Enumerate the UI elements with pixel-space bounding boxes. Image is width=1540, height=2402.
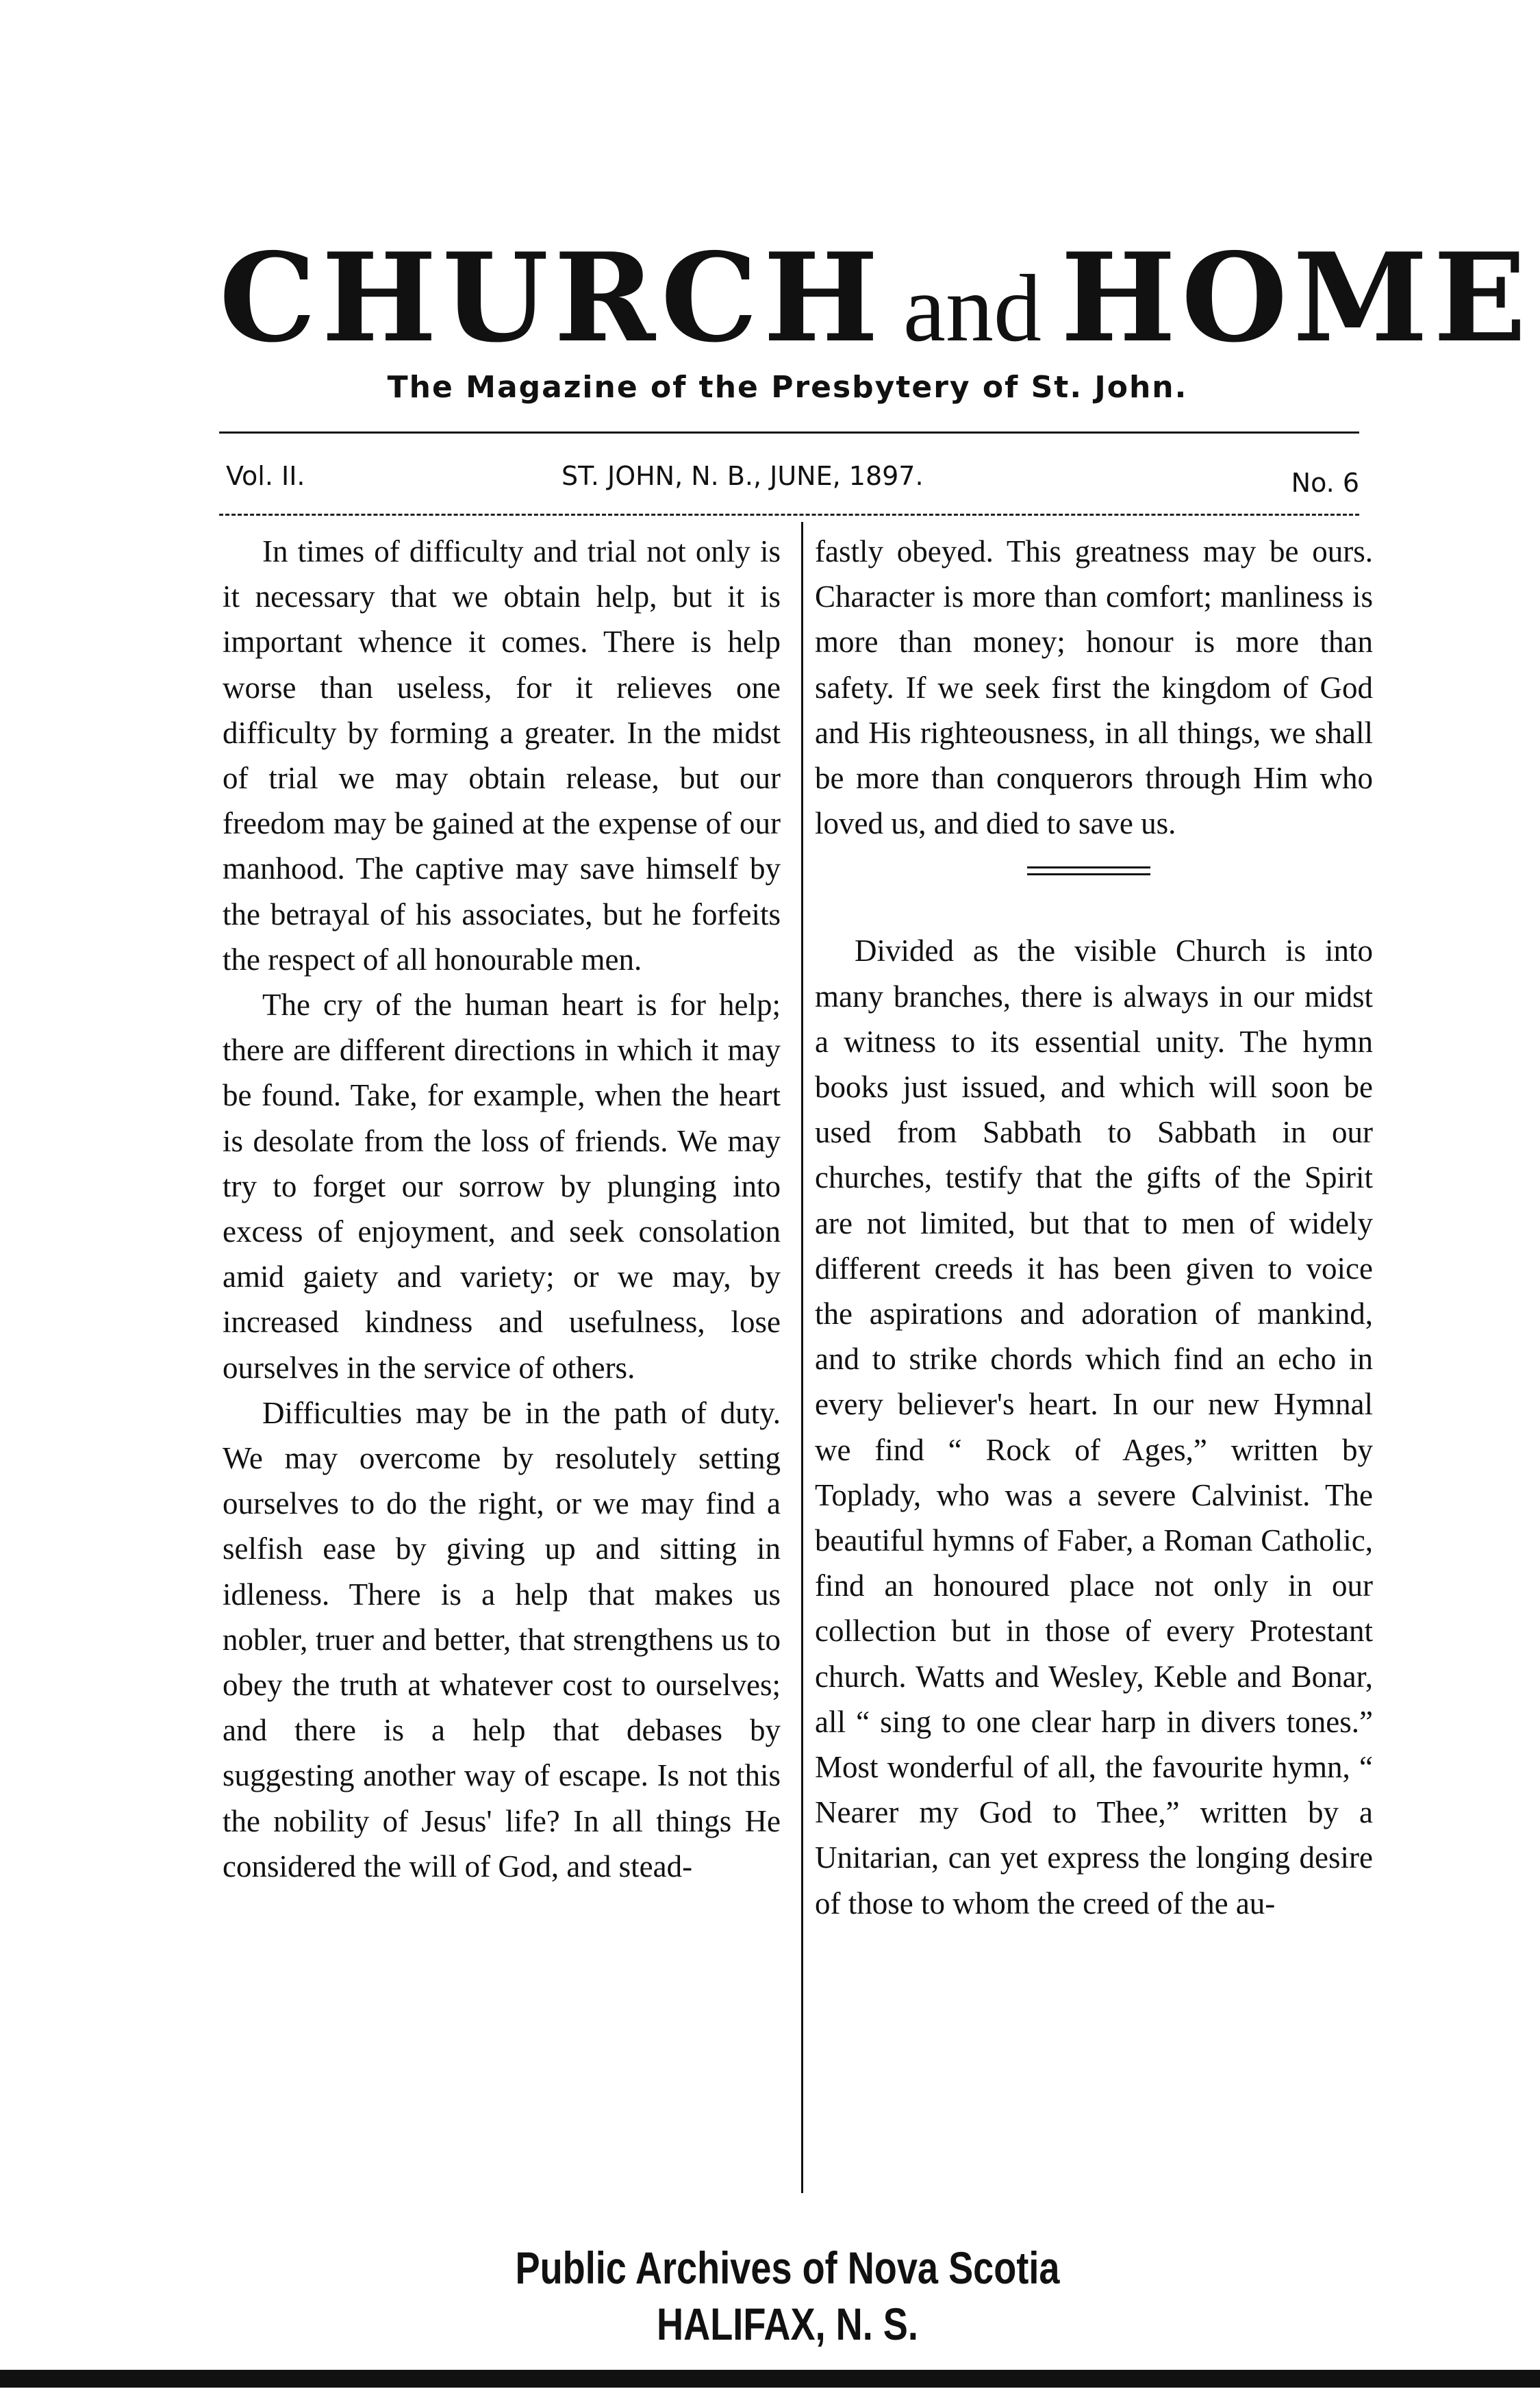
column-divider <box>801 522 803 2193</box>
issue-place-date: ST. JOHN, N. B., JUNE, 1897. <box>561 461 924 491</box>
archive-stamp-line-2: HALIFAX, N. S. <box>657 2299 918 2349</box>
archive-stamp <box>479 2240 1096 2352</box>
right-paragraph-1: fastly obeyed. This greatness may be ours. Character is more than comfort; manliness is more than money; honour is more than safety. If we seek first the kingdom of God and His righteousness, in all things, we shall be more than conquerors through Him who loved us, and died to save us. <box>815 534 1373 841</box>
issue-number: No. 6 <box>1291 468 1359 498</box>
masthead-title-home: HOME <box>1061 226 1532 369</box>
header-rule-top <box>219 431 1359 434</box>
masthead-subtitle: The Magazine of the Presbytery of St. John. <box>387 370 1188 405</box>
header-rule-bottom <box>219 514 1359 516</box>
left-paragraph-1: In times of difficulty and trial not only is it necessary that we obtain help, but it is important whence it comes. There is help worse than useless, for it relieves one difficulty by forming a greater. In the midst of trial we may obtain release, but our freedom may be gained at the expense of our manhood. The captive may save himself by the betrayal of his associates, but he forfeits the respect of all honourable men. <box>223 534 781 977</box>
section-separator-rule <box>815 864 1373 880</box>
scan-edge-bar <box>0 2370 1540 2388</box>
masthead-title-church: CHURCH <box>219 226 884 369</box>
masthead <box>219 226 1532 370</box>
left-paragraph-2: The cry of the human heart is for help; there are different directions in which it may be found. Take, for example, when the heart is desolate from the loss of friends. We may try to forget our sorrow by plunging into excess of enjoyment, and seek consolation amid gaiety and variety; or we may, by increased kindness and usefulness, lose ourselves in the service of others. <box>223 988 781 1385</box>
issue-line <box>226 455 1359 497</box>
right-paragraph-2: Divided as the visible Church is into many branches, there is always in our midst a witness to its essential unity. The hymn books just issued, and which will soon be used from Sabbath to Sabbath in our churches, testify that the gifts of the Spirit are not limited, but that to men of widely different creeds it has been given to voice the aspirations and adoration of mankind, and to strike chords which find an echo in every believer's heart. In our new Hymnal we find “ Rock of Ages,” written by Toplady, who was a severe Calvinist. The beautiful hymns of Faber, a Roman Catholic, find an honoured place not only in our collection but in those of every Protestant church. Watts and Wesley, Keble and Bonar, all “ sing to one clear harp in divers tones.” Most wonderful of all, the favourite hymn, “ Nearer my God to Thee,” written by a Unitarian, can yet express the longing desire of those to whom the creed of the au- <box>815 934 1373 1921</box>
right-column <box>815 529 1373 1926</box>
issue-volume: Vol. II. <box>226 461 305 491</box>
archive-stamp-line-1: Public Archives of Nova Scotia <box>515 2242 1060 2293</box>
masthead-title-and: and <box>902 255 1042 362</box>
left-paragraph-3: Difficulties may be in the path of duty. We may overcome by resolutely setting ourselves to do the right, or we may find a selfish ease by giving up and sitting in idleness. There is a help that makes us nobler, truer and better, that strengthens us to obey the truth at whatever cost to ourselves; and there is a help that debases by suggesting another way of escape. Is not this the nobility of Jesus' life? In all things He considered the will of God, and stead- <box>223 1395 781 1884</box>
left-column <box>223 529 781 1889</box>
